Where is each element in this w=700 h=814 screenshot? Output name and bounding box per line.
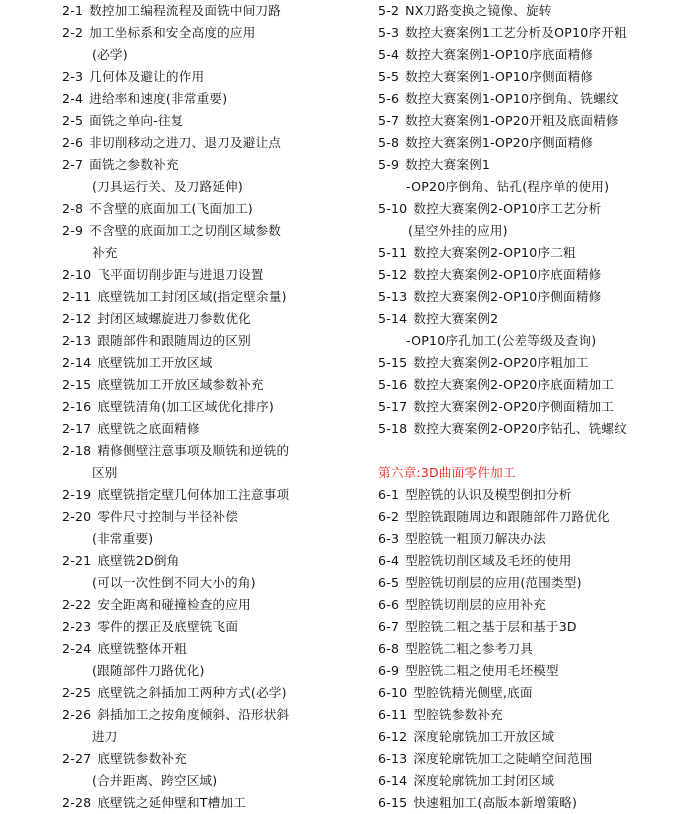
toc-entry	[62, 748, 362, 770]
toc-entry-number: 5-13	[378, 289, 408, 304]
toc-entry-number: 5-12	[378, 267, 408, 282]
toc-entry-title: 数控大赛案例1-OP10序底面精修	[405, 47, 594, 62]
toc-entry-number: 2-27	[62, 751, 92, 766]
toc-entry-number: 6-13	[378, 751, 408, 766]
toc-entry-number: 2-1	[62, 3, 84, 18]
toc-entry	[378, 506, 698, 528]
toc-entry	[62, 264, 362, 286]
toc-entry-number: 2-12	[62, 311, 92, 326]
toc-entry-number: 2-5	[62, 113, 84, 128]
toc-entry	[378, 748, 698, 770]
toc-entry	[378, 154, 698, 176]
toc-entry-title: 数控加工编程流程及面铣中间刀路	[89, 3, 282, 18]
toc-entry-number: 2-19	[62, 487, 92, 502]
toc-entry-number: 5-15	[378, 355, 408, 370]
toc-entry-number: 2-3	[62, 69, 84, 84]
toc-entry-number: 6-3	[378, 531, 400, 546]
toc-entry-number: 6-9	[378, 663, 400, 678]
toc-entry-number: 2-14	[62, 355, 92, 370]
toc-entry-number: 5-17	[378, 399, 408, 414]
toc-entry	[62, 198, 362, 220]
toc-entry-title: 数控大赛案例2-OP20序底面精加工	[413, 377, 615, 392]
toc-entry-title: 数控大赛案例2-OP10序侧面精修	[413, 289, 602, 304]
toc-entry	[62, 418, 362, 440]
toc-entry-number: 2-18	[62, 443, 92, 458]
toc-entry-number: 2-23	[62, 619, 92, 634]
toc-entry-number: 5-14	[378, 311, 408, 326]
toc-entry	[62, 88, 362, 110]
toc-entry-title: 数控大赛案例2-OP20序钻孔、铣螺纹	[413, 421, 627, 436]
right-column	[378, 0, 698, 814]
toc-entry-number: 6-11	[378, 707, 408, 722]
toc-entry	[378, 198, 698, 220]
toc-entry-number: 5-4	[378, 47, 400, 62]
toc-entry	[62, 440, 362, 462]
toc-entry	[62, 22, 362, 44]
toc-entry	[62, 286, 362, 308]
toc-entry-number: 5-11	[378, 245, 408, 260]
toc-entry-number: 2-25	[62, 685, 92, 700]
toc-entry-title: 底壁铣之延伸壁和T槽加工	[97, 795, 247, 810]
toc-entry-title: 底壁铣之斜插加工两种方式(必学)	[97, 685, 287, 700]
toc-entry	[378, 660, 698, 682]
toc-entry-number: 2-22	[62, 597, 92, 612]
toc-entry-title: 底壁铣加工封闭区域(指定壁余量)	[97, 289, 287, 304]
toc-entry-title: 型腔铣切削层的应用(范围类型)	[405, 575, 582, 590]
toc-entry-title: 数控大赛案例2-OP10序工艺分析	[413, 201, 602, 216]
toc-entry	[378, 132, 698, 154]
toc-entry-title: 面铣之参数补充	[89, 157, 179, 172]
toc-entry-number: 2-21	[62, 553, 92, 568]
toc-entry-number: 6-5	[378, 575, 400, 590]
toc-entry	[62, 792, 362, 814]
toc-entry-title: 底壁铣参数补充	[97, 751, 187, 766]
toc-entry	[378, 66, 698, 88]
toc-entry-title: 型腔铣跟随周边和跟随部件刀路优化	[405, 509, 610, 524]
toc-entry	[378, 704, 698, 726]
toc-entry-title: 飞平面切削步距与进退刀设置	[97, 267, 264, 282]
toc-entry	[378, 22, 698, 44]
toc-entry-title: 非切削移动之进刀、退刀及避让点	[89, 135, 282, 150]
toc-entry	[378, 792, 698, 814]
toc-entry	[62, 506, 362, 528]
toc-entry-title: 底壁铣清角(加工区域优化排序)	[97, 399, 274, 414]
toc-entry-number: 6-7	[378, 619, 400, 634]
toc-continuation: (跟随部件刀路优化)	[92, 663, 205, 678]
toc-entry	[62, 66, 362, 88]
toc-continuation: (必学)	[92, 47, 128, 62]
toc-entry-title: 底壁铣加工开放区域参数补充	[97, 377, 264, 392]
toc-entry	[378, 374, 698, 396]
toc-entry-title: NX刀路变换之镜像、旋转	[405, 3, 552, 18]
toc-entry	[378, 550, 698, 572]
toc-entry-title: 数控大赛案例1-OP20序侧面精修	[405, 135, 594, 150]
toc-entry-title: 型腔铣二粗之基于层和基于3D	[405, 619, 577, 634]
toc-continuation: (可以一次性倒不同大小的角)	[92, 575, 256, 590]
toc-continuation: (非常重要)	[92, 531, 154, 546]
toc-entry-title: 数控大赛案例2-OP20序粗加工	[413, 355, 589, 370]
toc-entry-title: 不含壁的底面加工之切削区域参数	[89, 223, 282, 238]
toc-entry-title: 斜插加工之按角度倾斜、沿形状斜	[97, 707, 290, 722]
toc-continuation: (合并距离、跨空区域)	[92, 773, 218, 788]
toc-entry	[62, 330, 362, 352]
toc-entry-number: 2-6	[62, 135, 84, 150]
toc-entry-number: 2-20	[62, 509, 92, 524]
toc-entry-number: 5-3	[378, 25, 400, 40]
toc-entry	[62, 594, 362, 616]
toc-entry-number: 2-7	[62, 157, 84, 172]
toc-entry-title: 跟随部件和跟随周边的区别	[97, 333, 251, 348]
toc-entry-title: 型腔铣一粗顶刀解决办法	[405, 531, 546, 546]
toc-entry-number: 6-10	[378, 685, 408, 700]
toc-entry-number: 6-4	[378, 553, 400, 568]
toc-entry	[62, 154, 362, 176]
toc-continuation: 进刀	[92, 729, 118, 744]
toc-entry-number: 5-8	[378, 135, 400, 150]
toc-entry-title: 型腔铣切削层的应用补充	[405, 597, 546, 612]
toc-entry	[62, 220, 362, 242]
toc-entry-title: 深度轮廓铣加工之陡峭空间范围	[413, 751, 593, 766]
toc-entry	[378, 352, 698, 374]
toc-entry-title: 型腔铣参数补充	[413, 707, 503, 722]
toc-entry	[378, 484, 698, 506]
toc-entry-number: 5-16	[378, 377, 408, 392]
toc-entry-number: 2-10	[62, 267, 92, 282]
toc-entry	[378, 726, 698, 748]
toc-continuation: -OP10序孔加工(公差等级及查询)	[406, 333, 597, 348]
toc-entry	[378, 682, 698, 704]
toc-entry-title: 底壁铣指定壁几何体加工注意事项	[97, 487, 290, 502]
toc-entry-number: 5-2	[378, 3, 400, 18]
toc-entry-title: 深度轮廓铣加工封闭区域	[413, 773, 555, 788]
toc-entry-title: 型腔铣精光侧壁,底面	[413, 685, 533, 700]
toc-entry	[62, 110, 362, 132]
toc-entry-title: 加工坐标系和安全高度的应用	[89, 25, 256, 40]
toc-entry	[62, 616, 362, 638]
toc-entry-title: 数控大赛案例1-OP10序倒角、铣螺纹	[405, 91, 619, 106]
toc-entry-title: 型腔铣二粗之参考刀具	[405, 641, 534, 656]
toc-entry-number: 5-10	[378, 201, 408, 216]
toc-entry-number: 2-2	[62, 25, 84, 40]
toc-entry-title: 数控大赛案例1-OP20开粗及底面精修	[405, 113, 619, 128]
toc-entry-number: 2-15	[62, 377, 92, 392]
toc-entry	[378, 418, 698, 440]
toc-entry	[62, 396, 362, 418]
toc-continuation: 补充	[92, 245, 118, 260]
toc-entry	[378, 286, 698, 308]
toc-entry-title: 面铣之单向-往复	[89, 113, 184, 128]
toc-entry-number: 2-24	[62, 641, 92, 656]
toc-entry-title: 精修侧壁注意事项及顺铣和逆铣的	[97, 443, 290, 458]
toc-entry-number: 2-28	[62, 795, 92, 810]
toc-entry-title: 数控大赛案例2-OP20序侧面精加工	[413, 399, 615, 414]
toc-entry	[62, 550, 362, 572]
toc-entry-title: 数控大赛案例2	[413, 311, 499, 326]
toc-entry	[62, 308, 362, 330]
toc-entry	[378, 264, 698, 286]
toc-entry-number: 2-9	[62, 223, 84, 238]
toc-entry-title: 不含壁的底面加工(飞面加工)	[89, 201, 253, 216]
toc-entry-number: 6-8	[378, 641, 400, 656]
toc-entry-title: 零件的摆正及底壁铣飞面	[97, 619, 239, 634]
toc-entry-title: 安全距离和碰撞检查的应用	[97, 597, 251, 612]
toc-entry-number: 5-9	[378, 157, 400, 172]
toc-entry-number: 5-7	[378, 113, 400, 128]
toc-entry	[378, 44, 698, 66]
toc-entry-title: 底壁铣2D倒角	[97, 553, 180, 568]
toc-entry-title: 型腔铣切削区域及毛坯的使用	[405, 553, 572, 568]
toc-entry-number: 2-11	[62, 289, 92, 304]
toc-entry-title: 数控大赛案例1-OP10序侧面精修	[405, 69, 594, 84]
toc-entry-number: 5-18	[378, 421, 408, 436]
toc-entry-title: 底壁铣加工开放区域	[97, 355, 213, 370]
toc-entry-number: 5-6	[378, 91, 400, 106]
toc-continuation: (星空外挂的应用)	[408, 223, 508, 238]
toc-continuation: 区别	[92, 465, 118, 480]
spacer	[378, 440, 698, 462]
toc-entry-title: 进给率和速度(非常重要)	[89, 91, 228, 106]
toc-entry	[378, 572, 698, 594]
toc-entry	[62, 638, 362, 660]
toc-entry-title: 数控大赛案例2-OP10序底面精修	[413, 267, 602, 282]
toc-entry-title: 数控大赛案例1工艺分析及OP10序开粗	[405, 25, 627, 40]
toc-entry	[378, 242, 698, 264]
toc-entry	[62, 0, 362, 22]
toc-entry	[378, 528, 698, 550]
toc-entry	[378, 770, 698, 792]
toc-entry-number: 5-5	[378, 69, 400, 84]
toc-entry	[378, 594, 698, 616]
toc-entry	[62, 132, 362, 154]
toc-entry	[378, 88, 698, 110]
toc-entry-number: 2-13	[62, 333, 92, 348]
toc-entry	[378, 616, 698, 638]
toc-entry-title: 零件尺寸控制与半径补偿	[97, 509, 239, 524]
toc-entry	[378, 638, 698, 660]
toc-entry-title: 数控大赛案例2-OP10序二粗	[413, 245, 576, 260]
toc-entry	[62, 704, 362, 726]
toc-entry-title: 快速粗加工(高版本新增策略)	[413, 795, 578, 810]
toc-entry-number: 2-17	[62, 421, 92, 436]
toc-entry-title: 底壁铣整体开粗	[97, 641, 187, 656]
toc-entry-number: 2-16	[62, 399, 92, 414]
toc-entry-title: 底壁铣之底面精修	[97, 421, 200, 436]
toc-entry-number: 6-6	[378, 597, 400, 612]
toc-entry-number: 6-1	[378, 487, 400, 502]
toc-entry	[378, 0, 698, 22]
toc-entry	[62, 682, 362, 704]
toc-entry	[62, 352, 362, 374]
toc-continuation: (刀具运行关、及刀路延伸)	[92, 179, 243, 194]
toc-entry-title: 深度轮廓铣加工开放区域	[413, 729, 555, 744]
toc-entry-number: 2-4	[62, 91, 84, 106]
toc-continuation: -OP20序倒角、钻孔(程序单的使用)	[406, 179, 610, 194]
toc-entry-title: 型腔铣的认识及模型倒扣分析	[405, 487, 572, 502]
toc-entry-number: 2-8	[62, 201, 84, 216]
toc-entry	[378, 308, 698, 330]
toc-entry	[62, 484, 362, 506]
toc-entry-title: 封闭区域螺旋进刀参数优化	[97, 311, 251, 326]
toc-entry	[378, 110, 698, 132]
toc-entry-number: 6-14	[378, 773, 408, 788]
chapter-heading: 第六章:3D曲面零件加工	[378, 465, 516, 480]
toc-entry-title: 型腔铣二粗之使用毛坯模型	[405, 663, 559, 678]
toc-entry	[62, 374, 362, 396]
toc-entry-number: 6-12	[378, 729, 408, 744]
toc-entry-number: 6-2	[378, 509, 400, 524]
toc-entry-number: 6-15	[378, 795, 408, 810]
toc-entry-title: 几何体及避让的作用	[89, 69, 205, 84]
left-column	[62, 0, 362, 814]
toc-entry-number: 2-26	[62, 707, 92, 722]
toc-entry	[378, 396, 698, 418]
toc-entry-title: 数控大赛案例1	[405, 157, 491, 172]
